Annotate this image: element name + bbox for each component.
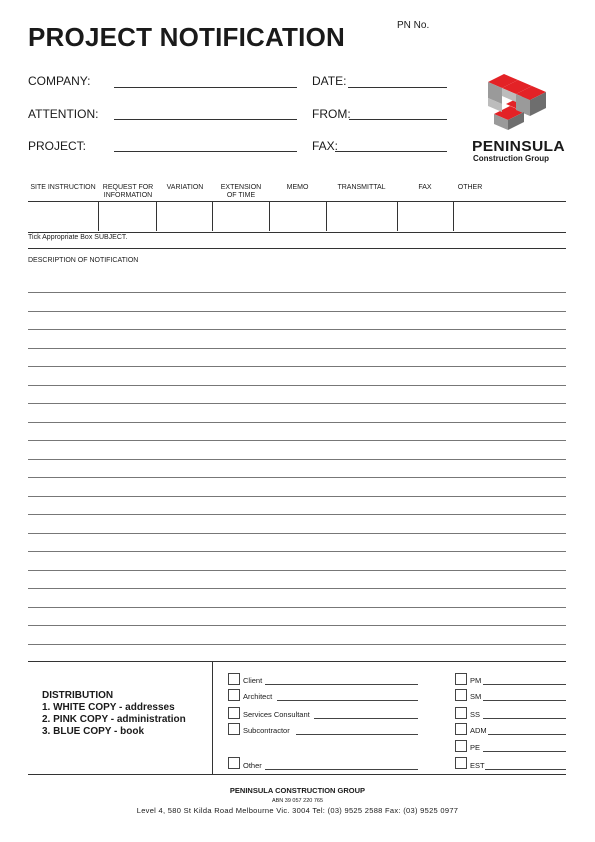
description-line[interactable] <box>28 385 566 386</box>
description-line[interactable] <box>28 366 566 367</box>
recipient-label: ADM <box>470 726 487 735</box>
description-line[interactable] <box>28 607 566 608</box>
checkbox-other[interactable] <box>228 757 240 769</box>
checkbox-services-consultant[interactable] <box>228 707 240 719</box>
col-transmittal: TRANSMITTAL <box>337 184 386 191</box>
fax-label: FAX: <box>312 139 339 153</box>
checkbox-architect[interactable] <box>228 689 240 701</box>
divider <box>28 248 566 249</box>
col-other: OTHER <box>457 184 483 191</box>
col-fax: FAX <box>418 184 432 191</box>
recipient-line[interactable] <box>314 718 418 719</box>
from-label: FROM: <box>312 107 351 121</box>
tick-cell-memo[interactable] <box>270 202 326 231</box>
footer-abn: ABN 39 057 220 765 <box>271 798 324 804</box>
description-label: DESCRIPTION OF NOTIFICATION <box>28 257 139 264</box>
description-line[interactable] <box>28 403 566 404</box>
recipient-line[interactable] <box>488 734 566 735</box>
checkbox-ss[interactable] <box>455 707 467 719</box>
logo-subtitle: Construction Group <box>473 154 549 163</box>
description-line[interactable] <box>28 459 566 460</box>
col-memo: MEMO <box>286 184 309 191</box>
tick-cell-variation[interactable] <box>157 202 212 231</box>
attention-field[interactable] <box>114 119 297 120</box>
description-line[interactable] <box>28 496 566 497</box>
tick-cell-request-for-information[interactable] <box>99 202 156 231</box>
project-field[interactable] <box>114 151 297 152</box>
from-field[interactable] <box>349 119 447 120</box>
recipient-line[interactable] <box>277 700 418 701</box>
company-label: COMPANY: <box>28 74 91 88</box>
recipient-line[interactable] <box>483 684 566 685</box>
description-line[interactable] <box>28 440 566 441</box>
tick-instruction: Tick Appropriate Box SUBJECT. <box>28 234 128 241</box>
col-variation: VARIATION <box>166 184 204 191</box>
distribution-top-divider <box>28 661 566 662</box>
tick-cell-extension-of-time[interactable] <box>213 202 269 231</box>
distribution-item: 2. PINK COPY - administration <box>42 714 186 725</box>
recipient-line[interactable] <box>483 718 566 719</box>
description-line[interactable] <box>28 625 566 626</box>
description-line[interactable] <box>28 477 566 478</box>
checkbox-sm[interactable] <box>455 689 467 701</box>
recipient-label: SM <box>470 692 482 701</box>
tick-cell-fax[interactable] <box>398 202 453 231</box>
checkbox-client[interactable] <box>228 673 240 685</box>
pn-number-label: PN No. <box>397 20 430 31</box>
recipient-label: Other <box>243 761 262 770</box>
recipient-line[interactable] <box>265 684 418 685</box>
recipient-line[interactable] <box>483 700 566 701</box>
tick-cell-other[interactable] <box>454 202 566 231</box>
checkbox-adm[interactable] <box>455 723 467 735</box>
col-site-instruction: SITE INSTRUCTION <box>30 184 96 191</box>
project-label: PROJECT: <box>28 139 87 153</box>
description-line[interactable] <box>28 329 566 330</box>
description-line[interactable] <box>28 311 566 312</box>
recipient-label: EST <box>470 761 485 770</box>
company-field[interactable] <box>114 87 297 88</box>
recipient-line[interactable] <box>485 769 566 770</box>
footer-address: Level 4, 580 St Kilda Road Melbourne Vic. 3004 Tel: (03) 9525 2588 Fax: (03) 9525 0977 <box>136 806 459 815</box>
recipient-label: Architect <box>243 692 273 701</box>
description-line[interactable] <box>28 551 566 552</box>
description-line[interactable] <box>28 588 566 589</box>
recipient-label: Subcontractor <box>243 726 290 735</box>
attention-label: ATTENTION: <box>28 107 99 121</box>
fax-field[interactable] <box>335 151 447 152</box>
distribution-divider <box>212 661 213 774</box>
distribution-bottom-divider <box>28 774 566 775</box>
description-line[interactable] <box>28 422 566 423</box>
tick-cell-site-instruction[interactable] <box>28 202 98 231</box>
distribution-item: 1. WHITE COPY - addresses <box>42 702 175 713</box>
description-line[interactable] <box>28 514 566 515</box>
recipient-line[interactable] <box>296 734 418 735</box>
page-title: PROJECT NOTIFICATION <box>28 22 345 52</box>
date-label: DATE: <box>312 74 347 88</box>
checkbox-subcontractor[interactable] <box>228 723 240 735</box>
description-line[interactable] <box>28 292 566 293</box>
description-line[interactable] <box>28 533 566 534</box>
date-field[interactable] <box>348 87 447 88</box>
description-line[interactable] <box>28 348 566 349</box>
distribution-item: 3. BLUE COPY - book <box>42 726 145 737</box>
recipient-label: Client <box>243 676 263 685</box>
description-area[interactable] <box>28 292 566 644</box>
recipient-label: SS <box>470 710 481 719</box>
col-extension-of-time: EXTENSION OF TIME <box>220 184 262 199</box>
description-line[interactable] <box>28 644 566 645</box>
description-line[interactable] <box>28 570 566 571</box>
recipient-line[interactable] <box>265 769 418 770</box>
checkbox-pe[interactable] <box>455 740 467 752</box>
tick-cell-transmittal[interactable] <box>327 202 397 231</box>
recipient-label: PM <box>470 676 482 685</box>
col-request-for-information: REQUEST FOR INFORMATION <box>102 184 154 199</box>
building-blocks-logo-icon <box>484 68 550 134</box>
distribution-title: DISTRIBUTION <box>42 690 114 701</box>
recipient-label: Services Consultant <box>243 710 310 719</box>
footer-company: PENINSULA CONSTRUCTION GROUP <box>229 786 366 795</box>
logo-name: PENINSULA <box>472 138 565 155</box>
checkbox-est[interactable] <box>455 757 467 769</box>
recipient-line[interactable] <box>483 751 566 752</box>
recipient-label: PE <box>470 743 481 752</box>
checkbox-pm[interactable] <box>455 673 467 685</box>
